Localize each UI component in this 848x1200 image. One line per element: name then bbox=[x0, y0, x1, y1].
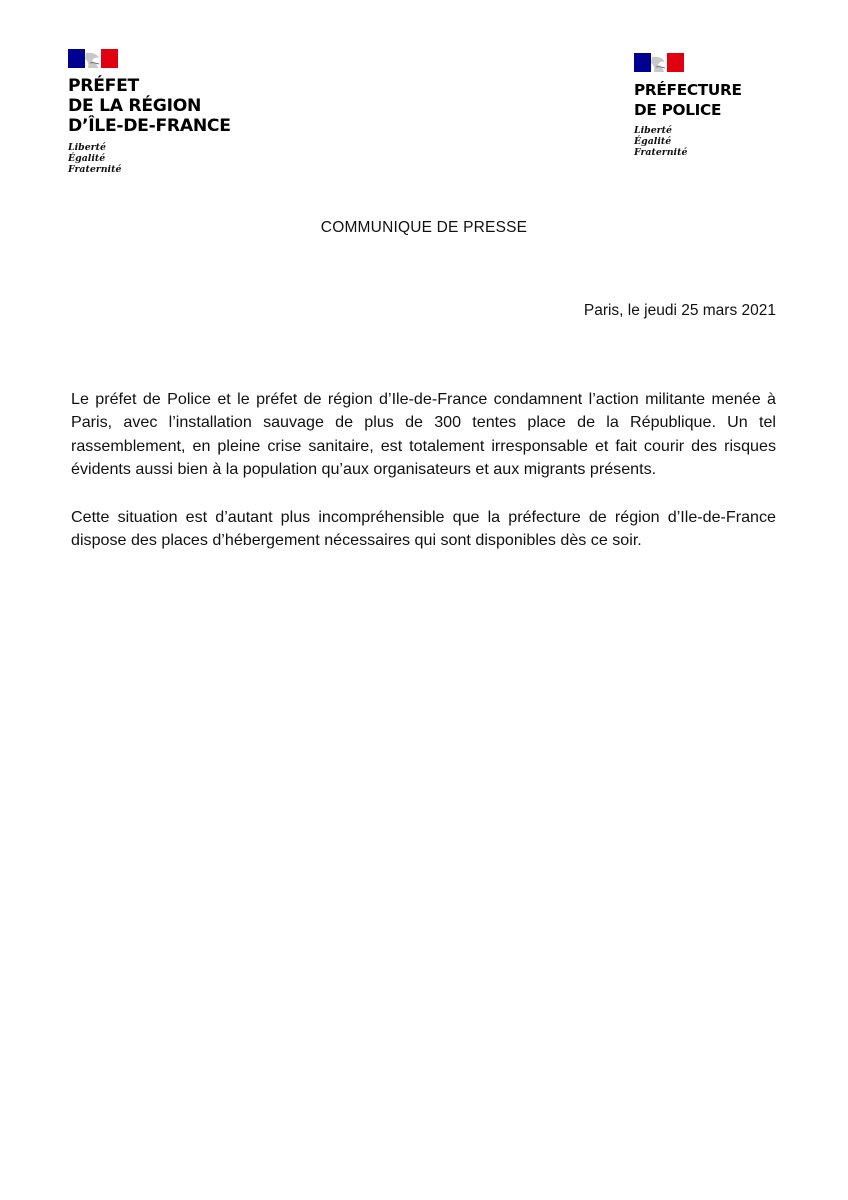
logo-motto-left: Liberté Égalité Fraternité bbox=[68, 142, 122, 175]
body-paragraph: Cette situation est d’autant plus incompréhensible que la préfecture de région d’Ile-de-France dispose des places d’hébergement nécessaires qui sont disponibles dès ce soir. bbox=[71, 508, 776, 550]
marianne-flag-icon bbox=[634, 53, 684, 72]
logo-name-left: PRÉFET DE LA RÉGION D’ÎLE-DE-FRANCE bbox=[68, 76, 231, 136]
logo-prefecture-police bbox=[634, 53, 742, 158]
document-body bbox=[71, 388, 776, 578]
document-title: COMMUNIQUE DE PRESSE bbox=[320, 219, 528, 236]
logo-name-right: PRÉFECTURE DE POLICE bbox=[634, 81, 742, 119]
logo-motto-right: Liberté Égalité Fraternité bbox=[634, 125, 688, 158]
body-paragraph: Le préfet de Police et le préfet de région d’Ile-de-France condamnent l’action militante menée à Paris, avec l’installation sauvage de plus de 300 tentes place de la République. Un tel rassemblement, en pleine crise sanitaire, est totalement irresponsable et fait courir des risques évidents aussi bien à la population qu’aux organisateurs et aux migrants présents. bbox=[71, 390, 776, 478]
marianne-flag-icon bbox=[68, 49, 118, 68]
logo-prefet-region-idf bbox=[68, 49, 231, 175]
document-date: Paris, le jeudi 25 mars 2021 bbox=[583, 302, 776, 319]
